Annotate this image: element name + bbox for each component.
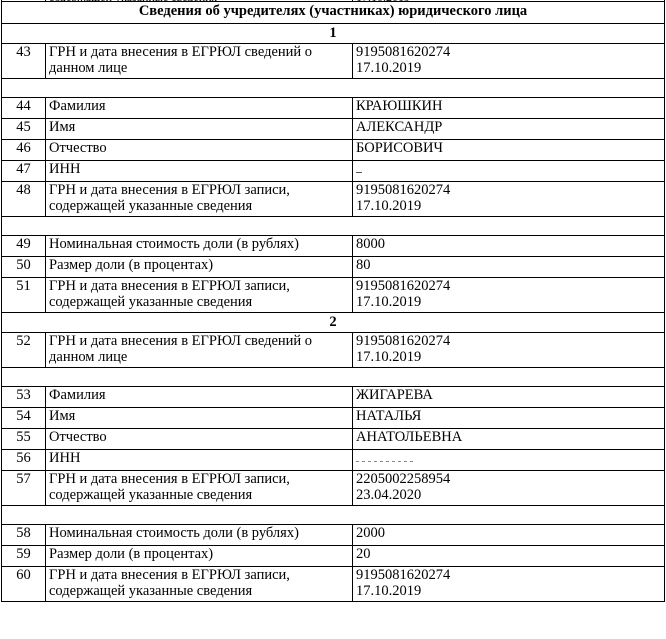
row-label [46, 278, 353, 313]
row-label-line: ГРН и дата внесения в ЕГРЮЛ сведений о [49, 44, 313, 60]
table-row [2, 98, 665, 119]
grn-number: 9195081620274 [356, 278, 451, 294]
spacer-row [2, 79, 665, 98]
row-number: 51 [2, 278, 46, 313]
row-label-line: ГРН и дата внесения в ЕГРЮЛ сведений о [49, 333, 313, 349]
founders-table [1, 0, 665, 602]
row-number: 43 [2, 44, 46, 79]
founder-header [2, 313, 665, 333]
row-label-line: ГРН и дата внесения в ЕГРЮЛ записи, [49, 182, 290, 198]
table-row [2, 567, 665, 602]
grn-number: 2205002258954 [356, 471, 451, 487]
table-row [2, 140, 665, 161]
row-label [46, 182, 353, 217]
row-number: 47 [2, 161, 46, 182]
row-label [46, 471, 353, 506]
row-number: 50 [2, 257, 46, 278]
row-number: 56 [2, 450, 46, 471]
spacer-cell [2, 79, 665, 98]
grn-date: 17.10.2019 [356, 294, 422, 310]
table-row [2, 161, 665, 182]
row-number: 44 [2, 98, 46, 119]
grn-number: 9195081620274 [356, 44, 451, 60]
table-row [2, 182, 665, 217]
row-label: ИНН [46, 450, 353, 471]
row-label: Номинальная стоимость доли (в рублях) [46, 236, 353, 257]
row-label: Номинальная стоимость доли (в рублях) [46, 525, 353, 546]
row-label: Размер доли (в процентах) [46, 257, 353, 278]
redaction-mark [356, 172, 362, 173]
row-number: 60 [2, 567, 46, 602]
row-label: Имя [46, 119, 353, 140]
nominal-value: 2000 [353, 525, 665, 546]
table-row [2, 44, 665, 79]
row-number: 48 [2, 182, 46, 217]
row-number: 58 [2, 525, 46, 546]
row-label-line: содержащей указанные сведения [49, 198, 253, 214]
row-label-line: ГРН и дата внесения в ЕГРЮЛ записи, [49, 471, 290, 487]
table-row [2, 471, 665, 506]
grn-date: 23.04.2020 [356, 487, 422, 503]
row-number: 57 [2, 471, 46, 506]
section-title: Сведения об учредителях (участниках) юридического лица [2, 2, 665, 24]
row-label-line: ГРН и дата внесения в ЕГРЮЛ записи, [49, 278, 290, 294]
grn-date: 17.10.2019 [356, 60, 422, 76]
row-value [353, 278, 665, 313]
grn-number: 9195081620274 [356, 567, 451, 583]
row-label-line: содержащей указанные сведения [49, 487, 253, 503]
grn-number: 9195081620274 [356, 333, 451, 349]
spacer-cell [2, 506, 665, 525]
grn-date: 17.10.2019 [356, 583, 422, 599]
row-number: 59 [2, 546, 46, 567]
founder-index: 2 [2, 313, 665, 333]
row-number: 52 [2, 333, 46, 368]
table-row [2, 450, 665, 471]
row-label: Фамилия [46, 387, 353, 408]
row-number: 46 [2, 140, 46, 161]
row-label [46, 44, 353, 79]
grn-date: 17.10.2019 [356, 198, 422, 214]
table-row [2, 257, 665, 278]
spacer-row [2, 506, 665, 525]
row-label: Имя [46, 408, 353, 429]
section-header [2, 2, 665, 24]
table-row [2, 119, 665, 140]
name-value: НАТАЛЬЯ [353, 408, 665, 429]
share-value: 20 [353, 546, 665, 567]
row-label: Фамилия [46, 98, 353, 119]
row-label-line: ГРН и дата внесения в ЕГРЮЛ записи, [49, 567, 290, 583]
row-number: 55 [2, 429, 46, 450]
row-number: 49 [2, 236, 46, 257]
row-number: 54 [2, 408, 46, 429]
row-label-line: данном лице [49, 60, 128, 76]
row-label-line: содержащей указанные сведения [49, 294, 253, 310]
row-label [46, 333, 353, 368]
row-value [353, 471, 665, 506]
table-row [2, 525, 665, 546]
table-row [2, 408, 665, 429]
spacer-row [2, 217, 665, 236]
patronymic-value: АНАТОЛЬЕВНА [353, 429, 665, 450]
spacer-row [2, 368, 665, 387]
surname-value: КРАЮШКИН [353, 98, 665, 119]
spacer-cell [2, 217, 665, 236]
row-label: ИНН [46, 161, 353, 182]
patronymic-value: БОРИСОВИЧ [353, 140, 665, 161]
row-label: Размер доли (в процентах) [46, 546, 353, 567]
surname-value: ЖИГАРЕВА [353, 387, 665, 408]
inn-value-redacted [353, 161, 665, 182]
table-row [2, 333, 665, 368]
row-number: 53 [2, 387, 46, 408]
founder-header [2, 24, 665, 44]
inn-value-redacted [353, 450, 665, 471]
row-label-line: данном лице [49, 349, 128, 365]
spacer-cell [2, 368, 665, 387]
table-row [2, 278, 665, 313]
row-label [46, 567, 353, 602]
row-value [353, 333, 665, 368]
table-row [2, 236, 665, 257]
nominal-value: 8000 [353, 236, 665, 257]
grn-number: 9195081620274 [356, 182, 451, 198]
row-number: 45 [2, 119, 46, 140]
row-label: Отчество [46, 140, 353, 161]
founder-index: 1 [2, 24, 665, 44]
name-value: АЛЕКСАНДР [353, 119, 665, 140]
grn-date: 17.10.2019 [356, 349, 422, 365]
row-label: Отчество [46, 429, 353, 450]
row-value [353, 44, 665, 79]
table-row [2, 387, 665, 408]
table-row [2, 546, 665, 567]
row-label-line: содержащей указанные сведения [49, 583, 253, 599]
share-value: 80 [353, 257, 665, 278]
table-row [2, 429, 665, 450]
redaction-mark [356, 461, 416, 462]
row-value [353, 567, 665, 602]
row-value [353, 182, 665, 217]
